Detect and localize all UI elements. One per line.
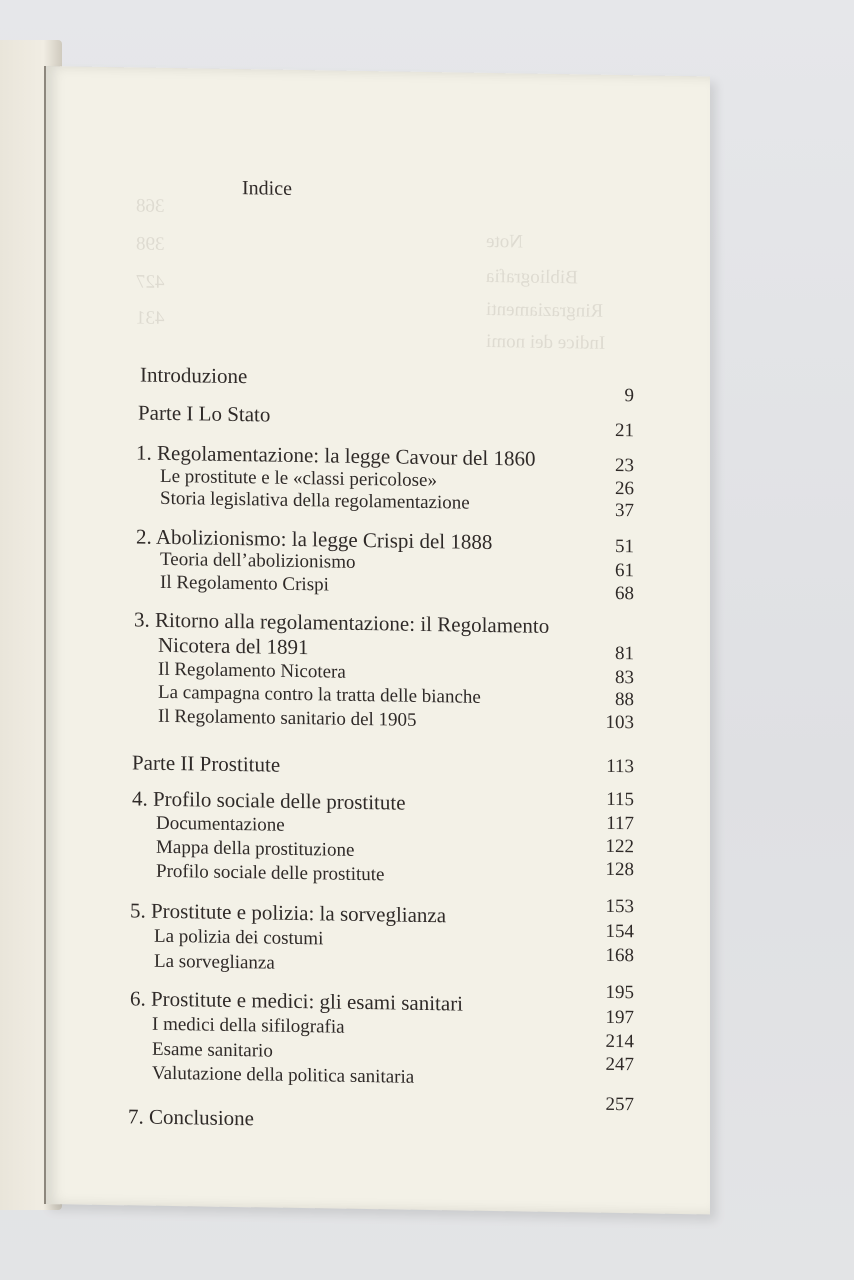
toc-part-2: Parte II Prostitute (132, 750, 281, 777)
toc-page-number: 68 (615, 582, 634, 605)
toc-page-number: 113 (606, 755, 634, 778)
toc-section: I medici della sifilografia (152, 1013, 345, 1038)
toc-chapter-3: 3. Ritorno alla regolamentazione: il Regolamento (134, 607, 550, 638)
toc-page-number: 37 (615, 499, 634, 522)
toc-page-number: 23 (615, 454, 634, 477)
ghost-entry: Note (486, 230, 523, 253)
toc-page-number: 51 (615, 535, 634, 558)
ghost-page: 368 (136, 195, 165, 217)
toc-chapter-7: 7. Conclusione (128, 1104, 254, 1131)
toc-page-number: 247 (605, 1053, 634, 1076)
toc-page-number: 26 (615, 477, 634, 500)
toc-page-number: 257 (605, 1093, 634, 1116)
toc-section: Profilo sociale delle prostitute (156, 860, 385, 886)
toc-section: La polizia dei costumi (154, 925, 324, 950)
toc-section: Valutazione della politica sanitaria (152, 1062, 415, 1088)
toc-page-number: 168 (605, 944, 634, 967)
toc-entry-introduction: Introduzione (140, 362, 248, 389)
toc-chapter-3-continued: Nicotera del 1891 (158, 632, 309, 660)
toc-section: Storia legislativa della regolamentazione (160, 487, 470, 514)
toc-chapter-4: 4. Profilo sociale delle prostitute (132, 786, 406, 815)
toc-page-number: 117 (606, 812, 634, 835)
toc-page-number: 88 (615, 688, 634, 711)
toc-page-number: 122 (605, 835, 634, 858)
toc-section: Il Regolamento Nicotera (158, 658, 346, 683)
ghost-page: 431 (136, 307, 165, 329)
toc-page-number: 195 (605, 981, 634, 1004)
toc-page-number: 214 (605, 1030, 634, 1053)
toc-page-number: 83 (615, 666, 634, 689)
ghost-entry: Ringraziamenti (486, 298, 604, 322)
ghost-page: 398 (136, 233, 165, 255)
toc-section: Il Regolamento sanitario del 1905 (158, 705, 417, 731)
toc-section: La sorveglianza (154, 950, 275, 974)
toc-section: Teoria dell’abolizionismo (160, 548, 356, 573)
toc-section: Le prostitute e le «classi pericolose» (160, 465, 437, 492)
toc-page-number: 81 (615, 642, 634, 665)
toc-page-number: 197 (605, 1006, 634, 1029)
toc-page-number: 61 (615, 559, 634, 582)
toc-section: Documentazione (156, 812, 285, 836)
toc-section: Il Regolamento Crispi (160, 571, 329, 596)
book-page (44, 66, 710, 1214)
ghost-entry: Bibliografia (486, 265, 578, 289)
toc-page-number: 103 (605, 711, 634, 734)
toc-page-number: 128 (605, 858, 634, 881)
toc-page-number: 9 (624, 385, 634, 407)
toc-page-number: 154 (605, 920, 634, 943)
toc-part-1: Parte I Lo Stato (138, 400, 271, 427)
index-heading: Indice (242, 177, 292, 200)
toc-chapter-2: 2. Abolizionismo: la legge Crispi del 1888 (136, 524, 493, 555)
toc-section: Mappa della prostituzione (156, 836, 355, 861)
toc-section: Esame sanitario (152, 1038, 273, 1062)
toc-page-number: 115 (606, 788, 634, 811)
toc-chapter-6: 6. Prostitute e medici: gli esami sanitari (130, 986, 464, 1016)
toc-chapter-1: 1. Regolamentazione: la legge Cavour del 1860 (136, 440, 536, 471)
toc-page-number: 21 (615, 419, 634, 442)
toc-chapter-5: 5. Prostitute e polizia: la sorveglianza (130, 898, 447, 928)
toc-section: La campagna contro la tratta delle bianche (158, 681, 481, 708)
ghost-page: 427 (136, 271, 165, 293)
ghost-entry: Indice dei nomi (486, 330, 606, 354)
toc-page-number: 153 (605, 895, 634, 918)
